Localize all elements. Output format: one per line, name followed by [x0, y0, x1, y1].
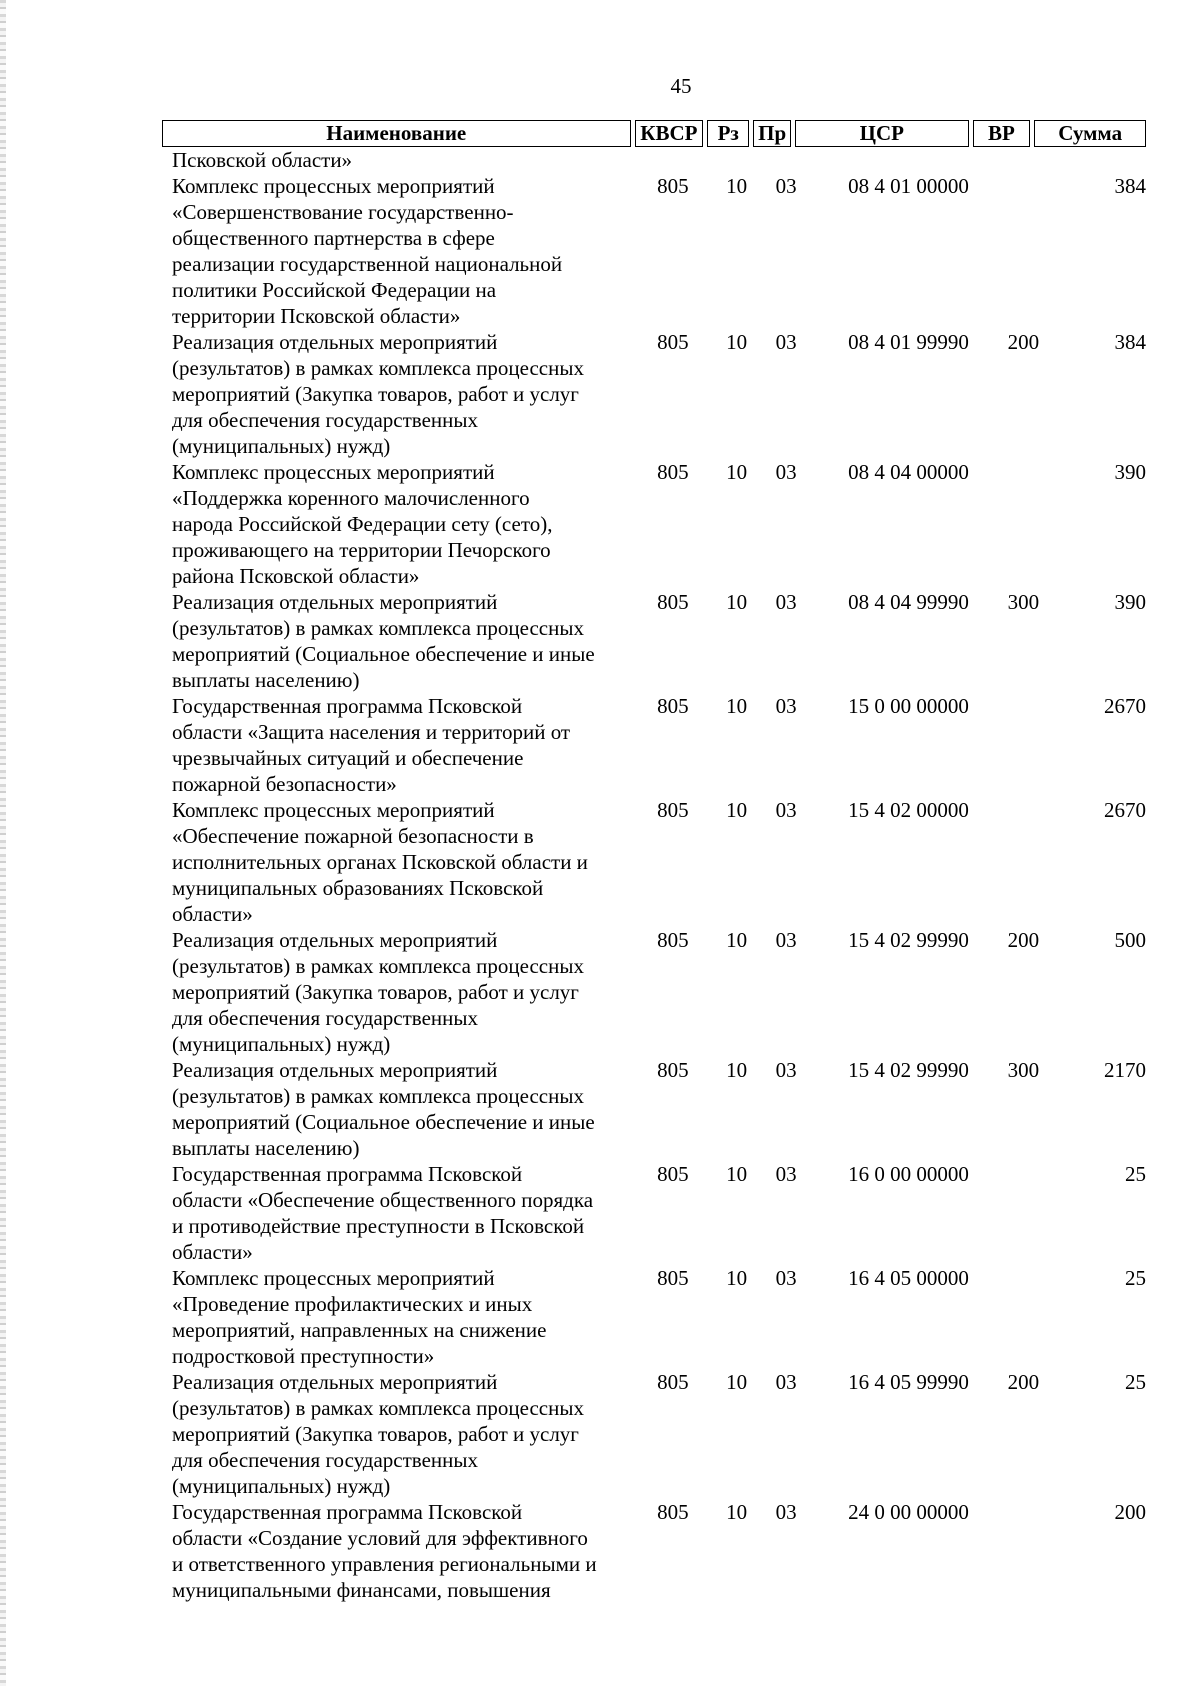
name-line: «Обеспечение пожарной безопасности в — [172, 824, 534, 848]
name-line: мероприятий (Социальное обеспечение и иные — [172, 1110, 595, 1134]
cell-name — [162, 1161, 632, 1265]
cell-csr: 15 0 00 00000 — [848, 694, 969, 718]
cell-kvsr: 805 — [657, 798, 689, 822]
name-line: для обеспечения государственных — [172, 408, 478, 432]
cell-pr: 03 — [775, 460, 797, 484]
name-line: пожарной безопасности» — [172, 772, 397, 796]
table-row — [162, 173, 1146, 329]
budget-table — [162, 120, 1146, 1603]
name-line: (результатов) в рамках комплекса процессных — [172, 616, 584, 640]
cell-rz: 10 — [726, 928, 748, 952]
cell-pr: 03 — [775, 928, 797, 952]
cell-rz: 10 — [726, 1266, 748, 1290]
cell-vr — [969, 693, 1039, 797]
name-line: мероприятий (Закупка товаров, работ и услуг — [172, 1422, 579, 1446]
cell-name — [162, 459, 632, 589]
cell-kvsr — [632, 147, 707, 173]
cell-csr: 08 4 01 99990 — [848, 330, 969, 354]
name-line: мероприятий, направленных на снижение — [172, 1318, 547, 1342]
cell-csr: 15 4 02 00000 — [848, 798, 969, 822]
name-line: и противодействие преступности в Псковской — [172, 1214, 585, 1238]
cell-name — [162, 693, 632, 797]
name-line: Комплекс процессных мероприятий — [172, 174, 495, 198]
cell-name — [162, 589, 632, 693]
cell-rz: 10 — [726, 1370, 748, 1394]
cell-rz: 10 — [726, 1162, 748, 1186]
cell-vr: 200 — [1007, 330, 1040, 354]
cell-rz: 10 — [726, 798, 748, 822]
cell-name — [162, 797, 632, 927]
cell-sum: 200 — [1114, 1500, 1146, 1524]
cell-csr: 08 4 04 99990 — [848, 590, 969, 614]
page-number: 45 — [670, 74, 692, 98]
cell-sum: 384 — [1114, 330, 1146, 354]
name-line: территории Псковской области» — [172, 304, 461, 328]
cell-vr — [969, 459, 1039, 589]
name-line: области» — [172, 902, 253, 926]
name-line: проживающего на территории Печорского — [172, 538, 551, 562]
name-line: Реализация отдельных мероприятий — [172, 590, 498, 614]
table-body — [162, 147, 1146, 1603]
name-line: Государственная программа Псковской — [172, 694, 523, 718]
cell-csr: 15 4 02 99990 — [848, 1058, 969, 1082]
header-sum: Сумма — [1034, 120, 1146, 147]
name-line: (муниципальных) нужд) — [172, 434, 391, 458]
cell-sum: 25 — [1124, 1266, 1146, 1290]
cell-name — [162, 1369, 632, 1499]
name-line: Комплекс процессных мероприятий — [172, 1266, 495, 1290]
cell-sum: 25 — [1124, 1370, 1146, 1394]
cell-kvsr: 805 — [657, 174, 689, 198]
name-line: политики Российской Федерации на — [172, 278, 497, 302]
cell-sum: 2670 — [1103, 694, 1146, 718]
name-line: мероприятий (Закупка товаров, работ и услуг — [172, 980, 579, 1004]
cell-kvsr: 805 — [657, 928, 689, 952]
cell-kvsr: 805 — [657, 1058, 689, 1082]
cell-sum — [1039, 147, 1146, 173]
name-line: области «Защита населения и территорий от — [172, 720, 571, 744]
name-line: (муниципальных) нужд) — [172, 1032, 391, 1056]
cell-sum: 2170 — [1103, 1058, 1146, 1082]
name-line: выплаты населению) — [172, 668, 360, 692]
name-line: чрезвычайных ситуаций и обеспечение — [172, 746, 524, 770]
cell-vr — [969, 173, 1039, 329]
cell-name — [162, 1265, 632, 1369]
cell-pr: 03 — [775, 1266, 797, 1290]
name-line: «Поддержка коренного малочисленного — [172, 486, 530, 510]
cell-kvsr: 805 — [657, 460, 689, 484]
cell-csr: 16 4 05 99990 — [848, 1370, 969, 1394]
name-line: муниципальными финансами, повышения — [172, 1578, 551, 1602]
name-line: Государственная программа Псковской — [172, 1500, 523, 1524]
name-line: Комплекс процессных мероприятий — [172, 460, 495, 484]
header-vr: ВР — [973, 120, 1031, 147]
name-line: исполнительных органах Псковской области и — [172, 850, 588, 874]
name-line: Комплекс процессных мероприятий — [172, 798, 495, 822]
name-line: муниципальных образованиях Псковской — [172, 876, 544, 900]
name-line: района Псковской области» — [172, 564, 420, 588]
cell-sum: 390 — [1114, 590, 1146, 614]
table-row — [162, 329, 1146, 459]
cell-rz: 10 — [726, 1500, 748, 1524]
header-rz: Рз — [707, 120, 749, 147]
cell-kvsr: 805 — [657, 590, 689, 614]
name-line: для обеспечения государственных — [172, 1006, 478, 1030]
name-line: «Совершенствование государственно- — [172, 200, 514, 224]
table-row — [162, 1057, 1146, 1161]
name-line: Реализация отдельных мероприятий — [172, 1370, 498, 1394]
cell-rz: 10 — [726, 694, 748, 718]
cell-kvsr: 805 — [657, 1266, 689, 1290]
cell-kvsr: 805 — [657, 1500, 689, 1524]
name-line: мероприятий (Социальное обеспечение и иные — [172, 642, 595, 666]
header-csr: ЦСР — [795, 120, 968, 147]
cell-rz: 10 — [726, 174, 748, 198]
cell-kvsr: 805 — [657, 694, 689, 718]
table-row — [162, 147, 1146, 173]
name-line: (результатов) в рамках комплекса процессных — [172, 1084, 584, 1108]
table-row — [162, 693, 1146, 797]
cell-name — [162, 1057, 632, 1161]
cell-vr — [969, 1161, 1039, 1265]
name-line: и ответственного управления региональными и — [172, 1552, 597, 1576]
cell-sum: 25 — [1124, 1162, 1146, 1186]
name-line: подростковой преступности» — [172, 1344, 435, 1368]
name-line: (результатов) в рамках комплекса процессных — [172, 1396, 584, 1420]
name-line: мероприятий (Закупка товаров, работ и услуг — [172, 382, 579, 406]
name-line: общественного партнерства в сфере — [172, 226, 495, 250]
cell-csr: 24 0 00 00000 — [848, 1500, 969, 1524]
cell-rz: 10 — [726, 1058, 748, 1082]
cell-pr: 03 — [775, 330, 797, 354]
cell-rz: 10 — [726, 460, 748, 484]
cell-vr: 300 — [1007, 590, 1040, 614]
table-header — [162, 120, 1146, 147]
cell-name — [162, 329, 632, 459]
name-line: Государственная программа Псковской — [172, 1162, 523, 1186]
cell-vr — [969, 147, 1039, 173]
cell-name — [162, 927, 632, 1057]
cell-csr: 16 0 00 00000 — [848, 1162, 969, 1186]
table-row — [162, 1161, 1146, 1265]
cell-sum: 2670 — [1103, 798, 1146, 822]
table-row — [162, 459, 1146, 589]
scan-edge — [0, 0, 6, 1686]
cell-pr: 03 — [775, 798, 797, 822]
cell-pr — [747, 147, 798, 173]
cell-rz — [708, 147, 748, 173]
cell-vr: 200 — [1007, 928, 1040, 952]
name-line: для обеспечения государственных — [172, 1448, 478, 1472]
header-kvsr: КВСР — [635, 120, 704, 147]
name-line: Реализация отдельных мероприятий — [172, 1058, 498, 1082]
cell-kvsr: 805 — [657, 330, 689, 354]
cell-name — [162, 173, 632, 329]
cell-kvsr: 805 — [657, 1162, 689, 1186]
header-name: Наименование — [162, 120, 631, 147]
cell-name — [162, 1499, 632, 1603]
name-line: области «Создание условий для эффективного — [172, 1526, 588, 1550]
table-row — [162, 927, 1146, 1057]
cell-pr: 03 — [775, 1500, 797, 1524]
cell-pr: 03 — [775, 694, 797, 718]
cell-rz: 10 — [726, 330, 748, 354]
table-row — [162, 1369, 1146, 1499]
cell-name — [162, 147, 632, 173]
table-row — [162, 1499, 1146, 1603]
name-line: (результатов) в рамках комплекса процессных — [172, 356, 584, 380]
table-row — [162, 797, 1146, 927]
cell-csr: 08 4 04 00000 — [848, 460, 969, 484]
name-line: выплаты населению) — [172, 1136, 360, 1160]
cell-kvsr: 805 — [657, 1370, 689, 1394]
name-line: (результатов) в рамках комплекса процессных — [172, 954, 584, 978]
cell-vr: 300 — [1007, 1058, 1040, 1082]
cell-csr: 15 4 02 99990 — [848, 928, 969, 952]
table-row — [162, 1265, 1146, 1369]
cell-pr: 03 — [775, 590, 797, 614]
name-line: области» — [172, 1240, 253, 1264]
cell-vr — [969, 797, 1039, 927]
name-line: реализации государственной национальной — [172, 252, 563, 276]
name-line: (муниципальных) нужд) — [172, 1474, 391, 1498]
name-line: народа Российской Федерации сету (сето), — [172, 512, 553, 536]
cell-pr: 03 — [775, 1058, 797, 1082]
cell-rz: 10 — [726, 590, 748, 614]
header-pr: Пр — [753, 120, 791, 147]
cell-csr: 08 4 01 00000 — [848, 174, 969, 198]
cell-pr: 03 — [775, 174, 797, 198]
cell-csr — [799, 147, 969, 173]
table-row — [162, 589, 1146, 693]
cell-sum: 390 — [1114, 460, 1146, 484]
name-line: Реализация отдельных мероприятий — [172, 928, 498, 952]
cell-vr — [969, 1265, 1039, 1369]
cell-vr — [969, 1499, 1039, 1603]
name-line: области «Обеспечение общественного порядка — [172, 1188, 594, 1212]
name-line: Реализация отдельных мероприятий — [172, 330, 498, 354]
name-line: Псковской области» — [172, 148, 353, 172]
cell-vr: 200 — [1007, 1370, 1040, 1394]
cell-sum: 500 — [1114, 928, 1146, 952]
cell-sum: 384 — [1114, 174, 1146, 198]
cell-pr: 03 — [775, 1162, 797, 1186]
name-line: «Проведение профилактических и иных — [172, 1292, 533, 1316]
cell-csr: 16 4 05 00000 — [848, 1266, 969, 1290]
cell-pr: 03 — [775, 1370, 797, 1394]
